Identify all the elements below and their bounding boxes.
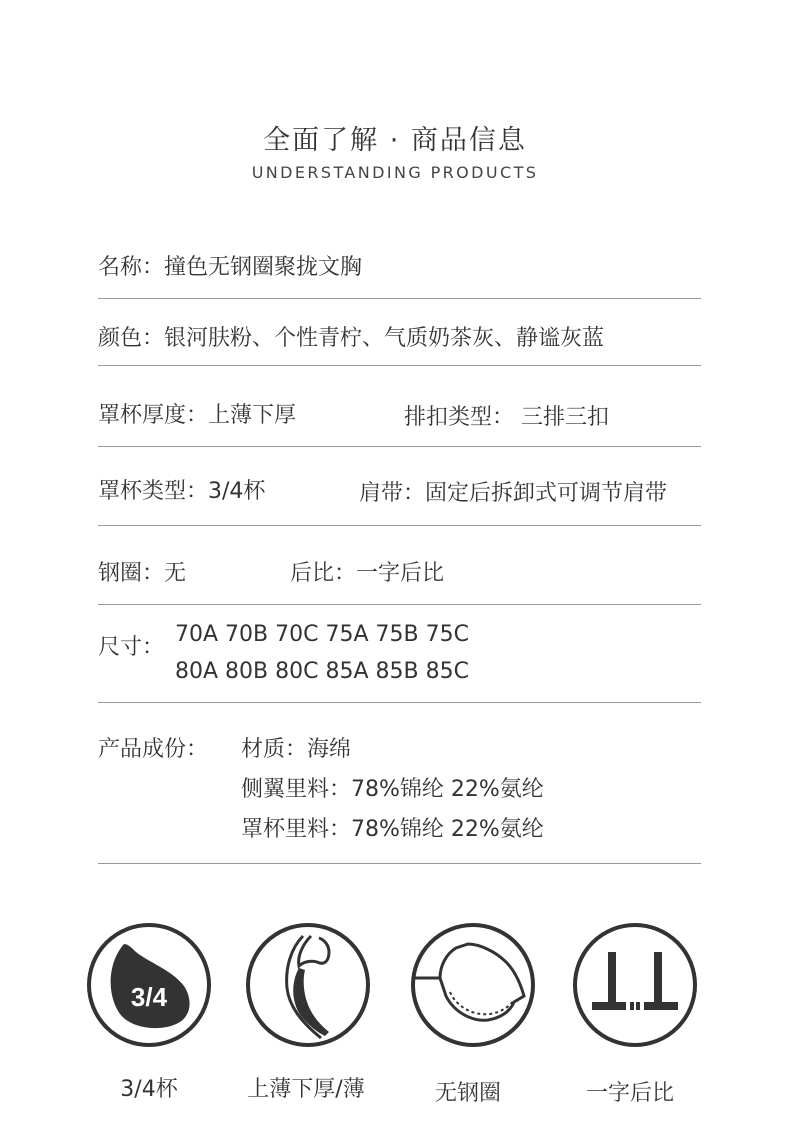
- spec-cup-thickness: 罩杯厚度：上薄下厚: [98, 403, 297, 428]
- page-title: 全面了解 · 商品信息: [263, 125, 527, 156]
- divider: [98, 446, 701, 447]
- thin-top-thick-bottom-icon: [245, 922, 371, 1048]
- feature-label-back: 一字后比: [585, 1081, 674, 1106]
- divider: [98, 365, 701, 366]
- feature-label-wire: 无钢圈: [434, 1081, 501, 1106]
- divider: [98, 525, 701, 526]
- divider: [98, 604, 701, 605]
- spec-strap: 肩带：固定后拆卸式可调节肩带: [359, 481, 668, 506]
- spec-back: 后比：一字后比: [290, 561, 445, 586]
- spec-wire: 钢圈：无: [98, 561, 187, 586]
- spec-material-1: 材质：海绵: [241, 737, 352, 762]
- feature-label-cup: 3/4杯: [120, 1077, 178, 1102]
- divider: [98, 298, 701, 299]
- spec-sizes-line-2: 80A 80B 80C 85A 85B 85C: [175, 659, 469, 684]
- spec-composition-label: 产品成份：: [98, 737, 209, 762]
- feature-label-thickness: 上薄下厚/薄: [247, 1077, 365, 1102]
- spec-hook-type: 排扣类型： 三排三扣: [404, 405, 609, 430]
- three-quarter-cup-icon: [86, 922, 212, 1048]
- cup-badge: 3/4: [130, 982, 168, 1012]
- spec-material-3: 罩杯里料：78%锦纶 22%氨纶: [241, 817, 544, 842]
- spec-material-2: 侧翼里料：78%锦纶 22%氨纶: [241, 777, 544, 802]
- spec-size-label: 尺寸：: [98, 635, 165, 660]
- divider: [98, 702, 701, 703]
- spec-sizes-line-1: 70A 70B 70C 75A 75B 75C: [175, 622, 469, 647]
- page-subtitle: UNDERSTANDING PRODUCTS: [251, 163, 539, 182]
- spec-name: 名称：撞色无钢圈聚拢文胸: [98, 255, 363, 280]
- straight-back-icon: [572, 922, 698, 1048]
- spec-colors: 颜色：银河肤粉、个性青柠、气质奶茶灰、静谧灰蓝: [98, 326, 605, 351]
- wire-free-icon: [410, 922, 536, 1048]
- spec-cup-type: 罩杯类型：3/4杯: [98, 479, 266, 504]
- divider: [98, 863, 701, 864]
